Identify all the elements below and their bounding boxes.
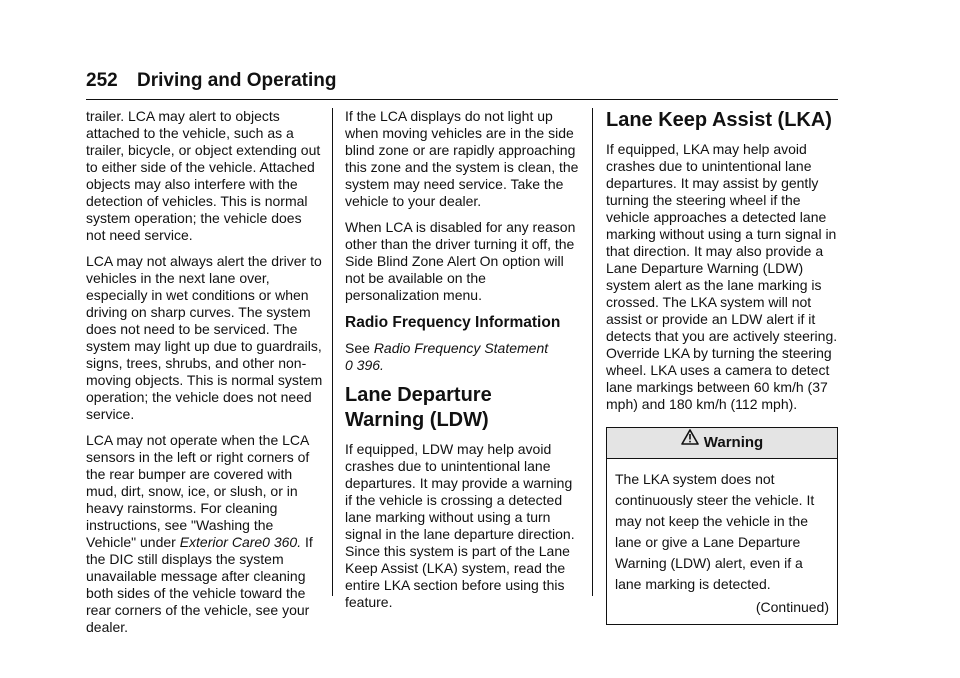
paragraph: See Radio Frequency Statement 0 396. xyxy=(345,340,549,373)
link-exterior-care[interactable]: Exterior Care xyxy=(179,534,263,550)
paragraph: When LCA is disabled for any reason other than the driver turning it off, the Side Blind Zone Alert On option will not be available on the personalization menu. xyxy=(345,219,576,303)
warning-header xyxy=(607,428,837,459)
page-number: 252 xyxy=(86,70,118,91)
column-3 xyxy=(606,108,838,625)
paragraph: LCA may not operate when the LCA sensors in the left or right corners of the rear bumper are covered with mud, dirt, snow, ice, or slush, or in heavy rainstorms. For cleaning instructions, see "Washing the Vehicle" under Exterior Care0 360. If the DIC still displays the system unavailable message after cleaning both sides of the vehicle toward the rear corners of the vehicle, see your dealer. xyxy=(86,432,313,635)
warning-triangle-icon xyxy=(681,426,699,456)
warning-text: The LKA system does not continuously steer the vehicle. It may not keep the vehicle in the lane or give a Lane Departure Warning (LDW) alert, even if a lane marking is detected. xyxy=(615,471,815,592)
warning-body xyxy=(607,459,837,624)
column-1 xyxy=(86,108,324,645)
paragraph: LCA may not always alert the driver to vehicles in the next lane over, especially in wet conditions or when driving on sharp curves. The system does not need to be serviced. The system may light up due to guardrails, signs, trees, shrubs, and other non-moving objects. This is normal system operation; the vehicle does not need service. xyxy=(86,253,323,422)
section-title: Driving and Operating xyxy=(136,70,337,91)
page-reference[interactable]: 0 396. xyxy=(345,357,384,373)
paragraph: trailer. LCA may alert to objects attached to the vehicle, such as a trailer, bicycle, or object extending out to either side of the vehicle. Attached objects may also interfere with the detection of vehicles. This is normal system operation; the vehicle does not need service. xyxy=(86,108,321,243)
continued-label: (Continued) xyxy=(755,599,829,615)
heading-radio-frequency: Radio Frequency Information xyxy=(345,314,561,331)
paragraph: If equipped, LDW may help avoid crashes due to unintentional lane departures. It may provide a warning if the vehicle is crossing a detected lane marking without using a turn signal in the lane departure direction. Since this system is part of the Lane Keep Assist (LKA) system, read the entire LKA section before using this feature. xyxy=(345,441,575,610)
paragraph: If equipped, LKA may help avoid crashes due to unintentional lane departures. It may assist by gently turning the steering wheel if the vehicle approaches a detected lane marking without using a turn signal in that direction. It may also provide a Lane Departure Warning (LDW) system alert as the lane marking is crossed. The LKA system will not assist or provide an LDW alert if it detects that you are actively steering. Override LKA by turning the steering wheel. LKA uses a camera to detect lane markings between 60 km/h (37 mph) and 180 km/h (112 mph). xyxy=(606,141,838,412)
page-reference[interactable]: 0 360. xyxy=(262,534,302,550)
column-divider-2 xyxy=(592,108,593,596)
heading-ldw: Lane Departure Warning (LDW) xyxy=(345,384,492,431)
link-radio-frequency[interactable]: Radio Frequency Statement xyxy=(373,340,549,356)
page-header xyxy=(86,70,337,92)
warning-box xyxy=(606,427,838,625)
column-divider-1 xyxy=(332,108,333,596)
header-rule xyxy=(86,99,838,100)
paragraph: If the LCA displays do not light up when moving vehicles are in the side blind zone or are rapidly approaching this zone and the system is clean, the system may need service. Take the vehicle to your dealer. xyxy=(345,108,579,209)
column-2 xyxy=(345,108,583,620)
warning-title: Warning xyxy=(703,434,764,451)
heading-lka: Lane Keep Assist (LKA) xyxy=(606,109,832,131)
